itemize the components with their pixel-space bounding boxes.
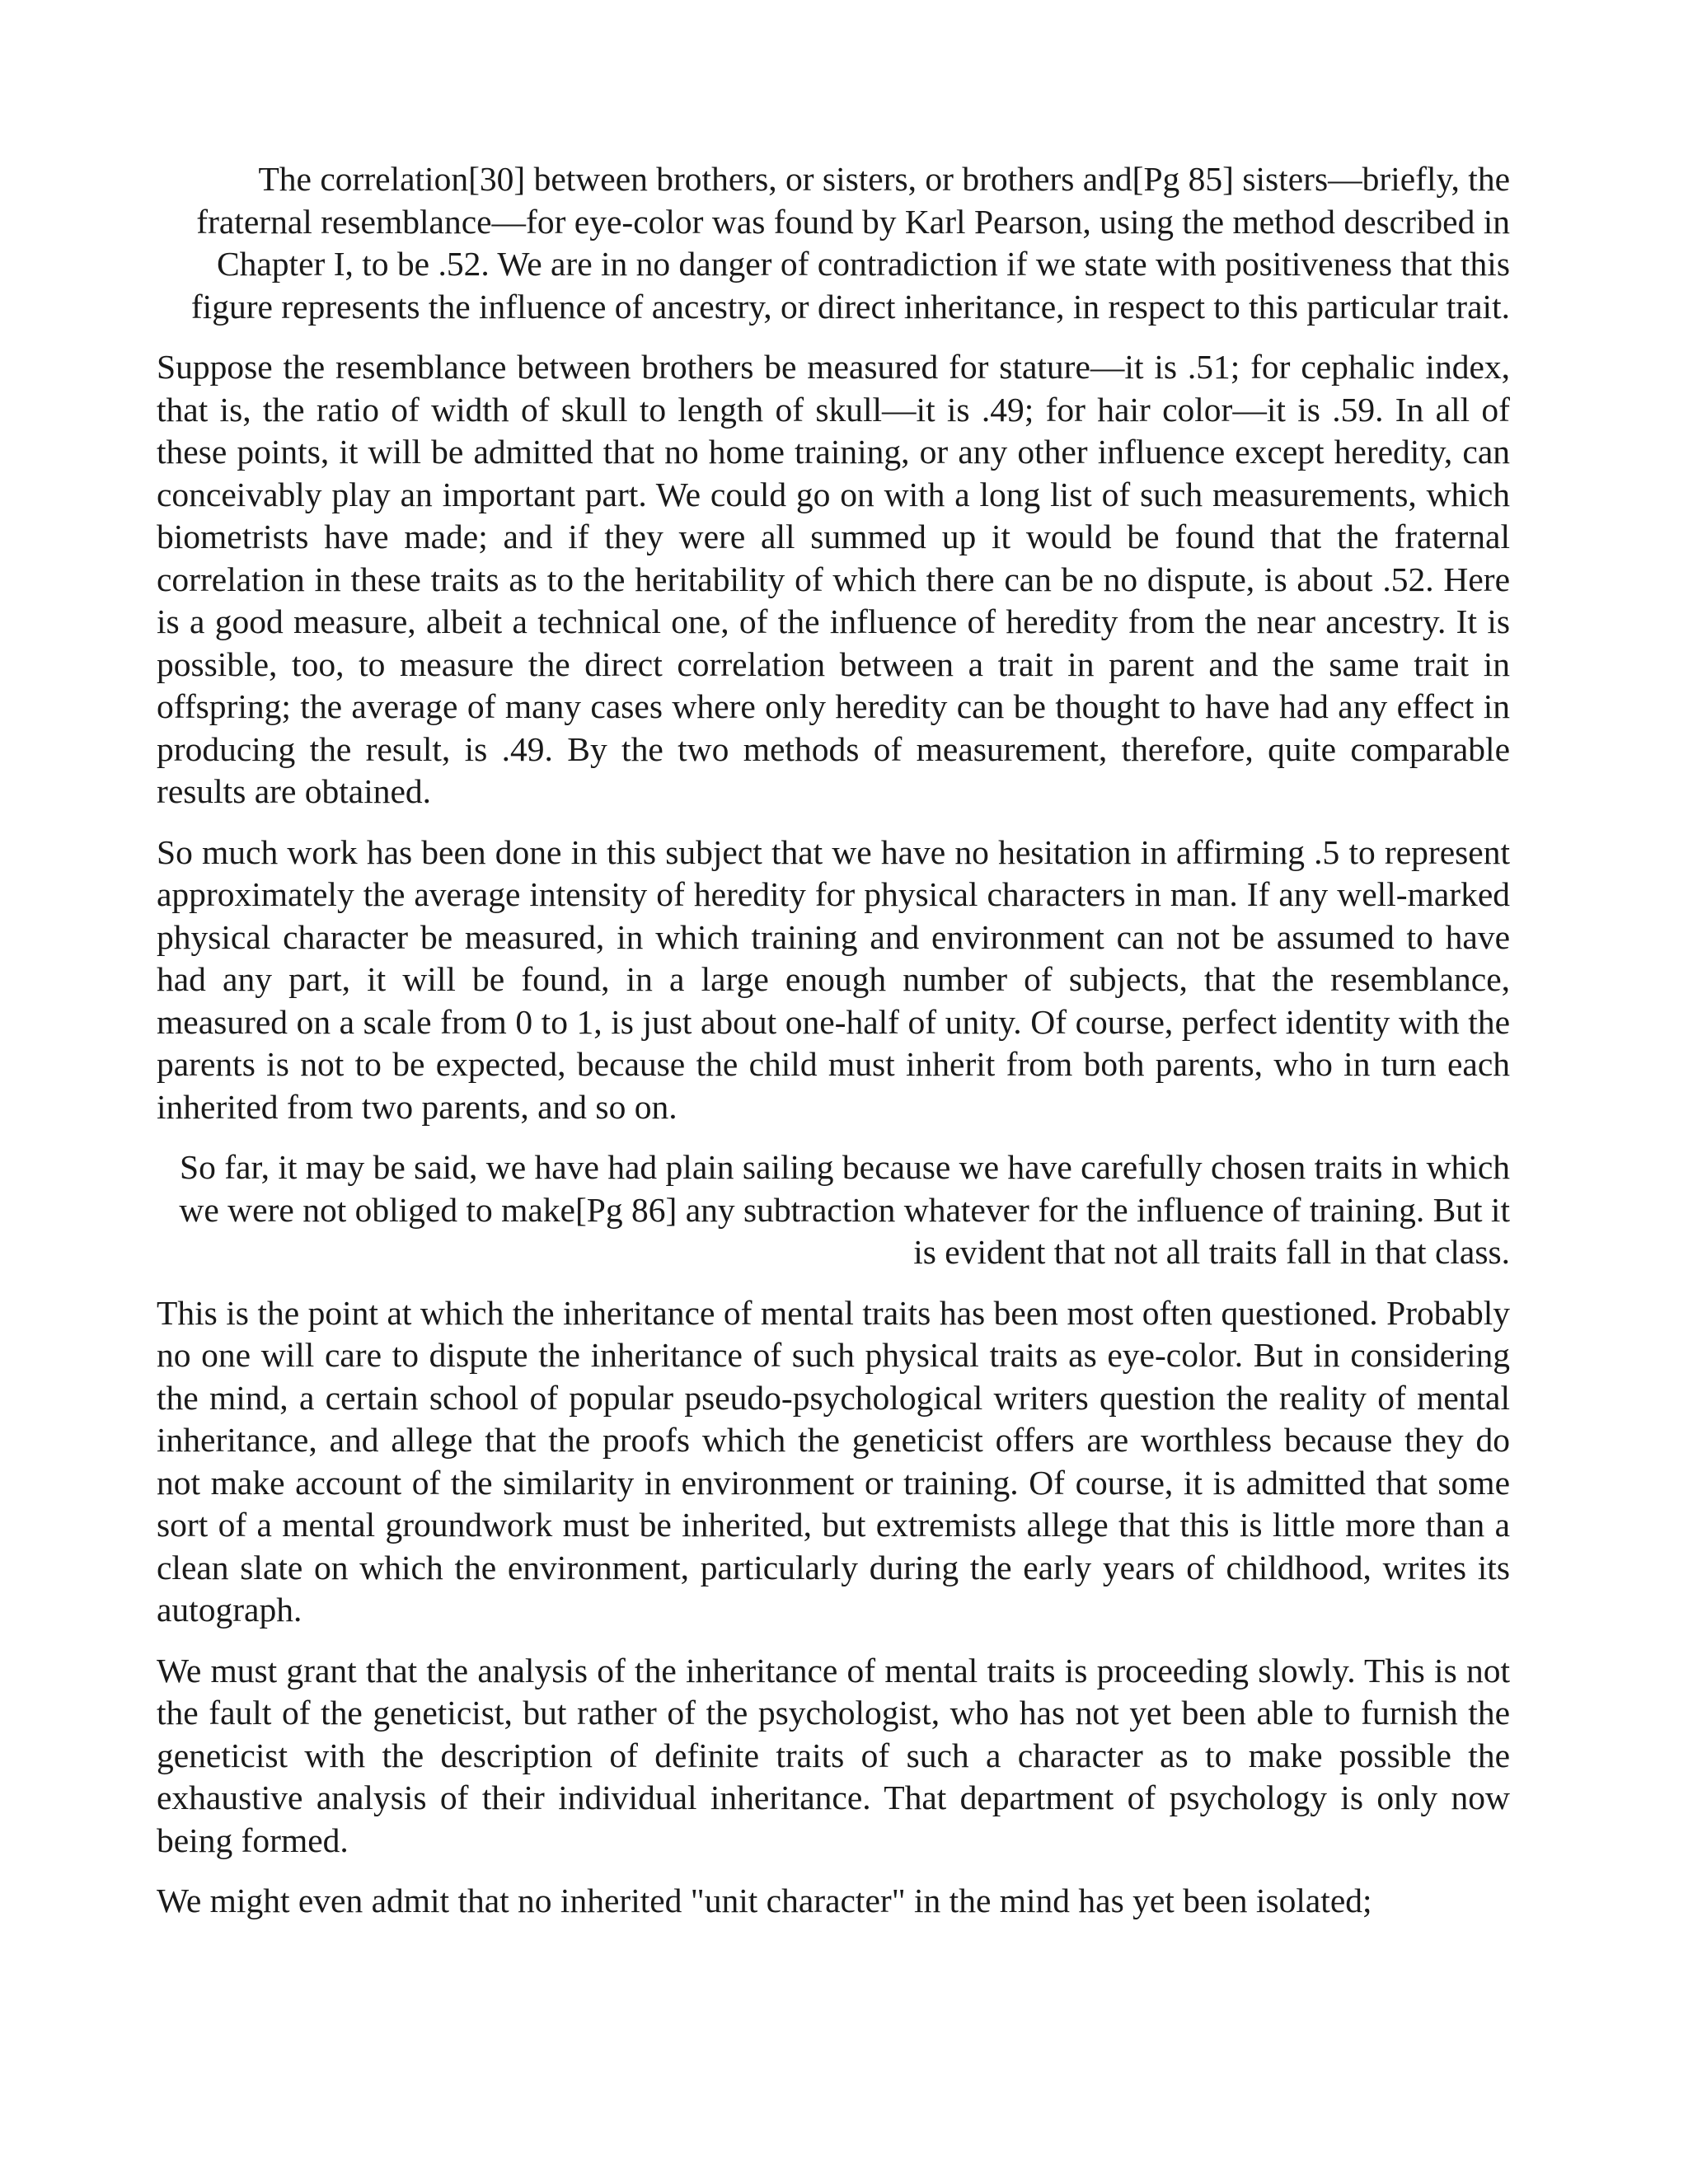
- paragraph-mental-traits-questioned: This is the point at which the inheritance of mental traits has been most often questioned. Probably no one will care to dispute the inheritance of such physical traits as eye-color. But in considering the mind, a certain school of popular pseudo-psychological writers question the reality of mental inheritance, and allege that the proofs which the geneticist offers are worthless because they do not make account of the similarity in environment or training. Of course, it is admitted that some sort of a mental groundwork must be inherited, but extremists allege that this is little more than a clean slate on which the environment, particularly during the early years of childhood, writes its autograph.: [157, 1293, 1510, 1629]
- paragraph-unit-character: We might even admit that no inherited "unit character" in the mind has yet been isolated;: [157, 1882, 1372, 1919]
- document-page: [157, 158, 1510, 1941]
- paragraph-plain-sailing: So far, it may be said, we have had plain sailing because we have carefully chosen traits in which we were not obliged to make[Pg 86] any subtraction whatever for the influence of training. But it is evident that not all traits fall in that class.: [179, 1148, 1510, 1271]
- paragraph-stature-measurements: Suppose the resemblance between brothers be measured for stature—it is .51; for cephalic index, that is, the ratio of width of skull to length of skull—it is .49; for hair color—it is .59. In all of these points, it will be admitted that no home training, or any other influence except heredity, can conceivably play an important part. We could go on with a long list of such measurements, which biometrists have made; and if they were all summed up it would be found that the fraternal correlation in these traits as to the heritability of which there can be no dispute, is about .52. Here is a good measure, albeit a technical one, of the influence of heredity from the near ancestry. It is possible, too, to measure the direct correlation between a trait in parent and the same trait in offspring; the average of many cases where only heredity can be thought to have had any effect in producing the result, is .49. By the two methods of measurement, therefore, quite comparable results are obtained.: [157, 348, 1510, 810]
- paragraph-analysis-proceeding-slowly: We must grant that the analysis of the inheritance of mental traits is proceeding slowly. This is not the fault of the geneticist, but rather of the psychologist, who has not yet been able to furnish the geneticist with the description of definite traits of such a character as to make possible the exhaustive analysis of their individual inheritance. That department of psychology is only now being formed.: [157, 1651, 1510, 1859]
- paragraph-fraternal-eye-color: The correlation[30] between brothers, or sisters, or brothers and[Pg 85] sisters—briefly, the fraternal resemblance—for eye-color was found by Karl Pearson, using the method described in Chapter I, to be .52. We are in no danger of contradiction if we state with positiveness that this figure represents the influence of ancestry, or direct inheritance, in respect to this particular trait.: [190, 160, 1510, 326]
- paragraph-intensity-of-heredity: So much work has been done in this subject that we have no hesitation in affirming .5 to represent approximately the average intensity of heredity for physical characters in man. If any well-marked physical character be measured, in which training and environment can not be assumed to have had any part, it will be found, in a large enough number of subjects, that the resemblance, measured on a scale from 0 to 1, is just about one-half of unity. Of course, perfect identity with the parents is not to be expected, because the child must inherit from both parents, who in turn each inherited from two parents, and so on.: [157, 832, 1510, 1126]
